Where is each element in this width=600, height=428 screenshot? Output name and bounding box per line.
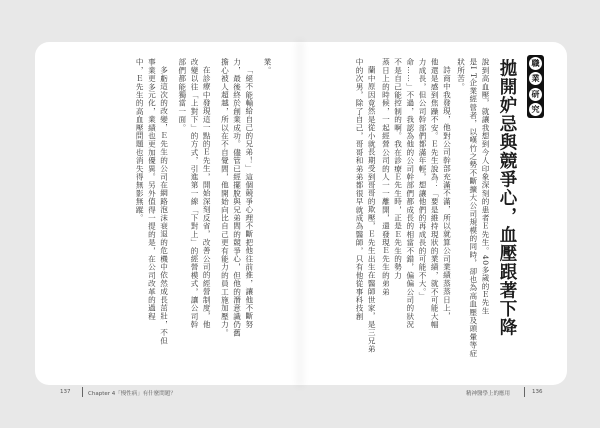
text-line: 不是自己能控制的啊。我在診療Ｅ先生時，正是Ｅ先生的勢力 [393, 58, 403, 280]
text-line: 擔心被人超越，所以在不自覺間，他開始向比自己更有能力的員工施加壓力。 [220, 58, 230, 337]
text-line: 力，最後終於創業成功。儘管已經擺脫與兄弟間的競爭心，但他的潛意識仍舊 [232, 58, 242, 337]
text-line: 說到高血壓，就讓我想到今人印象深刻的患者Ｅ先生。40多歲的Ｅ先生 [481, 58, 490, 315]
right-page-number: 136 [532, 389, 543, 395]
text-line: 「絕不能輸給自己的兄弟！」這個競爭心理不斷把他往前推，讓他不斷努 [244, 66, 254, 329]
badge-char: 究 [529, 103, 542, 116]
footer-divider [524, 387, 525, 397]
text-line: 事業更多元化，業績也更加優異。另外值得一提的是，在公司改革的過程 [147, 58, 157, 321]
text-line: 中，Ｅ先生的高血壓問題也消失得無影無蹤。 [135, 58, 145, 222]
right-book-title: 精神醫學上的應用 [466, 391, 511, 397]
text-line: 部們都能獨當一面。 [177, 58, 187, 132]
text-line: 命……」不過，我認為他的公司幹部們都成長的相當不錯，偏偏公司的狀況 [405, 58, 415, 329]
text-line: 他還是感到焦躁不安。Ｅ先生說為：「要是維持現狀的業績，就不可能大幅 [430, 58, 440, 329]
text-line: 蒸日上的時候，一起經營公司的人一一離開，還發現Ｅ先生的弟弟 [381, 58, 391, 296]
badge-char: 職 [529, 57, 542, 70]
text-line: 中的次男，除了自己，哥哥和弟弟都很早就成為醫師，只有他從事科技創 [355, 58, 364, 321]
text-line: 改變以往「上對下」的方式，引進第一線「下對上」的經營模式，讓公司幹 [190, 58, 199, 329]
section-badge [527, 55, 544, 118]
text-line: 多虧這次的改變，Ｅ先生的公司在網路泡沫衰退的危機中依然成長茁壯，不但 [159, 66, 169, 345]
text-line: 狀所苦。 [456, 58, 466, 91]
text-line: 力成長，但公司幹部們都滿年輕，想讓他們的再成長的可能不大。」 [418, 58, 427, 301]
footer-divider [82, 387, 83, 397]
left-page-number: 137 [60, 389, 71, 395]
text-line: 在診療中發現這一點的Ｅ先生，開始深刻反省，改善公司的經營制度，他 [202, 66, 212, 329]
text-line: 業。 [263, 58, 272, 75]
badge-char: 業 [529, 72, 542, 85]
badge-char: 研 [529, 88, 542, 101]
text-line: 蘭中原因竟然是從小就長期受到哥哥的欺壓，Ｅ先生出生在醫師世家，是三兄弟 [367, 66, 377, 353]
text-line: 是I T企業經營者，以嘆竹之勢不斷擴大公司規模的同時，卻也為高血壓及頭暈等症 [468, 58, 478, 358]
left-chapter-title: Chapter 4「慢性病」有什麼問題？ [88, 391, 176, 397]
text-line: 詩商中我發現，他對公司幹部充滿不滿，所以就算公司業績蒸蒸日上， [442, 66, 452, 321]
article-title: 拋開妒忌與競爭心，血壓跟著下降 [497, 59, 517, 337]
